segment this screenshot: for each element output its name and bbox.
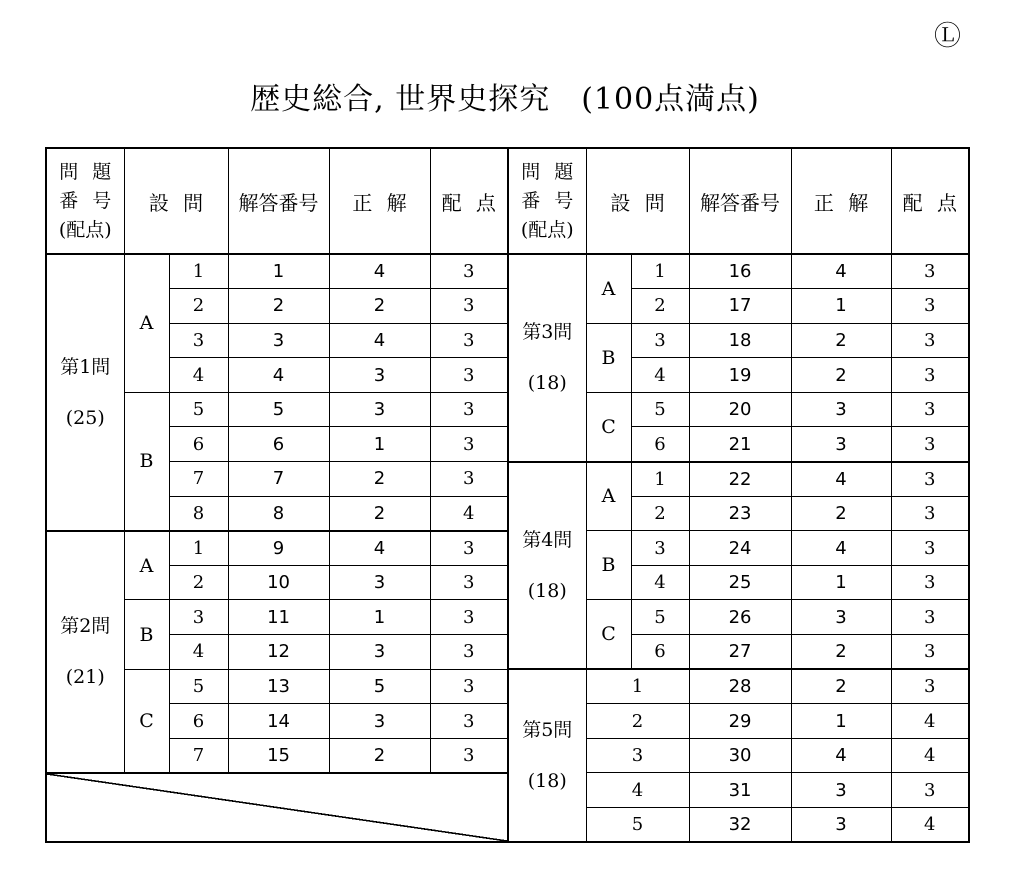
- correct-answer: 3: [791, 427, 891, 462]
- points: 3: [430, 704, 508, 739]
- header-correct-answer: 正 解: [329, 148, 430, 254]
- question-label-cell: [46, 254, 124, 531]
- points: 3: [430, 738, 508, 773]
- table-row: [46, 392, 969, 427]
- sub-question-number: 4: [631, 565, 689, 600]
- points: 3: [430, 565, 508, 600]
- correct-answer: 3: [329, 392, 430, 427]
- table-row: [46, 600, 969, 635]
- sub-question-group-letter: C: [124, 669, 169, 773]
- sub-question-number: 1: [169, 531, 228, 566]
- answer-number: 32: [689, 808, 791, 843]
- header-answer-number: 解答番号: [228, 148, 329, 254]
- answer-rows: [46, 254, 969, 842]
- correct-answer: 3: [791, 600, 891, 635]
- correct-answer: 4: [329, 323, 430, 358]
- answer-number: 16: [689, 254, 791, 289]
- answer-number: 18: [689, 323, 791, 358]
- correct-answer: 3: [329, 635, 430, 670]
- answer-number: 2: [228, 289, 329, 324]
- header-answer-number: 解答番号: [689, 148, 791, 254]
- sub-question-number: 2: [631, 496, 689, 531]
- points: 3: [430, 254, 508, 289]
- sub-question-number: 5: [169, 392, 228, 427]
- sub-question-number: 8: [169, 496, 228, 531]
- sub-question-number: 7: [169, 738, 228, 773]
- blank-diagonal-cell: [46, 773, 508, 842]
- sub-question-group-letter: B: [586, 323, 631, 392]
- points: 3: [891, 392, 969, 427]
- question-total-points: (18): [527, 579, 567, 602]
- answer-number: 30: [689, 738, 791, 773]
- points: 3: [430, 392, 508, 427]
- answer-number: 23: [689, 496, 791, 531]
- sub-question-number: 2: [169, 289, 228, 324]
- points: 3: [891, 600, 969, 635]
- correct-answer: 1: [329, 600, 430, 635]
- sub-question-number: 4: [586, 773, 689, 808]
- correct-answer: 1: [791, 289, 891, 324]
- points: 3: [891, 531, 969, 566]
- points: 4: [891, 738, 969, 773]
- sub-question-number: 3: [169, 600, 228, 635]
- correct-answer: 2: [791, 358, 891, 393]
- question-label-cell: [508, 254, 586, 462]
- sub-question-group-letter: A: [586, 254, 631, 323]
- table-row: [46, 496, 969, 531]
- sub-question-number: 3: [631, 531, 689, 566]
- sub-question-number: 6: [631, 635, 689, 670]
- header-question-line: (配点): [520, 218, 574, 241]
- sub-question-number: 2: [631, 289, 689, 324]
- answer-number: 10: [228, 565, 329, 600]
- question-label: 第5問: [522, 719, 573, 742]
- header-question-line: 番 号: [59, 189, 112, 212]
- header-sub-question: 設 問: [124, 148, 228, 254]
- table-row: [46, 427, 969, 462]
- sub-question-number: 5: [169, 669, 228, 704]
- sub-question-number: 3: [169, 323, 228, 358]
- correct-answer: 1: [791, 704, 891, 739]
- correct-answer: 2: [329, 496, 430, 531]
- header-question-number: [508, 148, 586, 254]
- answer-number: 24: [689, 531, 791, 566]
- answer-number: 19: [689, 358, 791, 393]
- sub-question-number: 1: [631, 462, 689, 497]
- table-row: [46, 635, 969, 670]
- table-row: [46, 565, 969, 600]
- page-title: 歴史総合, 世界史探究 (100点満点): [250, 82, 760, 117]
- sub-question-group-letter: C: [586, 600, 631, 669]
- sub-question-number: 3: [631, 323, 689, 358]
- correct-answer: 2: [791, 635, 891, 670]
- correct-answer: 1: [329, 427, 430, 462]
- answer-number: 1: [228, 254, 329, 289]
- answer-number: 5: [228, 392, 329, 427]
- question-label-cell: [508, 669, 586, 842]
- header-question-number: [46, 148, 124, 254]
- header-question-line: 問 題: [521, 160, 574, 183]
- answer-number: 12: [228, 635, 329, 670]
- points: 3: [891, 462, 969, 497]
- correct-answer: 4: [791, 531, 891, 566]
- question-total-points: (21): [65, 666, 105, 689]
- sub-question-group-letter: A: [124, 531, 169, 600]
- correct-answer: 2: [791, 669, 891, 704]
- sub-question-group-letter: B: [586, 531, 631, 600]
- correct-answer: 4: [791, 254, 891, 289]
- header-question-line: (配点): [58, 218, 112, 241]
- correct-answer: 4: [329, 531, 430, 566]
- answer-number: 21: [689, 427, 791, 462]
- sub-question-number: 5: [631, 392, 689, 427]
- header-question-line: 番 号: [521, 189, 574, 212]
- answer-number: 25: [689, 565, 791, 600]
- sub-question-group-letter: A: [124, 254, 169, 392]
- points: 3: [430, 600, 508, 635]
- table-row: [46, 531, 969, 566]
- points: 4: [891, 808, 969, 843]
- sub-question-number: 6: [169, 427, 228, 462]
- table-row: [46, 462, 969, 497]
- points: 3: [891, 358, 969, 393]
- table-header: [46, 148, 969, 254]
- correct-answer: 4: [329, 254, 430, 289]
- header-correct-answer: 正 解: [791, 148, 891, 254]
- sub-question-group-letter: B: [124, 600, 169, 669]
- sub-question-number: 1: [586, 669, 689, 704]
- answer-number: 9: [228, 531, 329, 566]
- answer-number: 6: [228, 427, 329, 462]
- answer-number: 7: [228, 462, 329, 497]
- points: 3: [430, 358, 508, 393]
- correct-answer: 3: [791, 773, 891, 808]
- sub-question-number: 4: [169, 358, 228, 393]
- sub-question-number: 2: [169, 565, 228, 600]
- question-total-points: (25): [65, 406, 105, 429]
- question-label: 第4問: [522, 528, 573, 551]
- sub-question-number: 1: [169, 254, 228, 289]
- table-row: [46, 669, 969, 704]
- sub-question-number: 6: [631, 427, 689, 462]
- sub-question-number: 4: [631, 358, 689, 393]
- table-row: [46, 704, 969, 739]
- version-mark: Ⓛ: [934, 21, 961, 52]
- points: 3: [891, 289, 969, 324]
- answer-number: 13: [228, 669, 329, 704]
- header-row: [46, 148, 969, 254]
- sub-question-group-letter: B: [124, 392, 169, 530]
- sub-question-number: 5: [631, 600, 689, 635]
- answer-number: 14: [228, 704, 329, 739]
- points: 3: [430, 669, 508, 704]
- points: 3: [891, 427, 969, 462]
- answer-number: 29: [689, 704, 791, 739]
- answer-number: 28: [689, 669, 791, 704]
- correct-answer: 2: [329, 462, 430, 497]
- question-label: 第2問: [60, 615, 111, 638]
- correct-answer: 2: [329, 738, 430, 773]
- question-total-points: (18): [527, 770, 567, 793]
- table-row: [46, 773, 969, 808]
- correct-answer: 3: [329, 358, 430, 393]
- answer-number: 8: [228, 496, 329, 531]
- sub-question-group-letter: A: [586, 462, 631, 531]
- correct-answer: 3: [329, 565, 430, 600]
- sub-question-number: 7: [169, 462, 228, 497]
- table-row: [46, 323, 969, 358]
- answer-key-table: [45, 147, 970, 843]
- answer-number: 27: [689, 635, 791, 670]
- correct-answer: 3: [791, 392, 891, 427]
- question-label: 第1問: [60, 355, 111, 378]
- points: 3: [430, 323, 508, 358]
- question-label-cell: [46, 531, 124, 773]
- correct-answer: 1: [791, 565, 891, 600]
- answer-number: 17: [689, 289, 791, 324]
- answer-number: 15: [228, 738, 329, 773]
- sub-question-number: 6: [169, 704, 228, 739]
- answer-number: 11: [228, 600, 329, 635]
- points: 3: [891, 635, 969, 670]
- points: 3: [430, 635, 508, 670]
- points: 3: [891, 254, 969, 289]
- correct-answer: 5: [329, 669, 430, 704]
- answer-number: 26: [689, 600, 791, 635]
- points: 3: [891, 496, 969, 531]
- sub-question-number: 3: [586, 738, 689, 773]
- header-question-line: 問 題: [59, 160, 112, 183]
- table-row: [46, 254, 969, 289]
- points: 3: [891, 565, 969, 600]
- table-row: [46, 289, 969, 324]
- correct-answer: 2: [329, 289, 430, 324]
- header-points: 配 点: [430, 148, 508, 254]
- header-points: 配 点: [891, 148, 969, 254]
- question-label: 第3問: [522, 321, 573, 344]
- points: 3: [430, 531, 508, 566]
- correct-answer: 2: [791, 496, 891, 531]
- points: 3: [891, 323, 969, 358]
- answer-number: 3: [228, 323, 329, 358]
- answer-number: 31: [689, 773, 791, 808]
- correct-answer: 2: [791, 323, 891, 358]
- sub-question-number: 1: [631, 254, 689, 289]
- points: 3: [891, 773, 969, 808]
- correct-answer: 4: [791, 738, 891, 773]
- question-label-cell: [508, 462, 586, 670]
- question-total-points: (18): [527, 372, 567, 395]
- correct-answer: 4: [791, 462, 891, 497]
- answer-number: 22: [689, 462, 791, 497]
- sub-question-number: 2: [586, 704, 689, 739]
- sub-question-number: 4: [169, 635, 228, 670]
- points: 4: [891, 704, 969, 739]
- table-row: [46, 358, 969, 393]
- sub-question-number: 5: [586, 808, 689, 843]
- table-row: [46, 738, 969, 773]
- points: 3: [891, 669, 969, 704]
- points: 4: [430, 496, 508, 531]
- points: 3: [430, 462, 508, 497]
- header-sub-question: 設 問: [586, 148, 689, 254]
- answer-number: 4: [228, 358, 329, 393]
- points: 3: [430, 289, 508, 324]
- correct-answer: 3: [329, 704, 430, 739]
- sub-question-group-letter: C: [586, 392, 631, 461]
- points: 3: [430, 427, 508, 462]
- answer-number: 20: [689, 392, 791, 427]
- correct-answer: 3: [791, 808, 891, 843]
